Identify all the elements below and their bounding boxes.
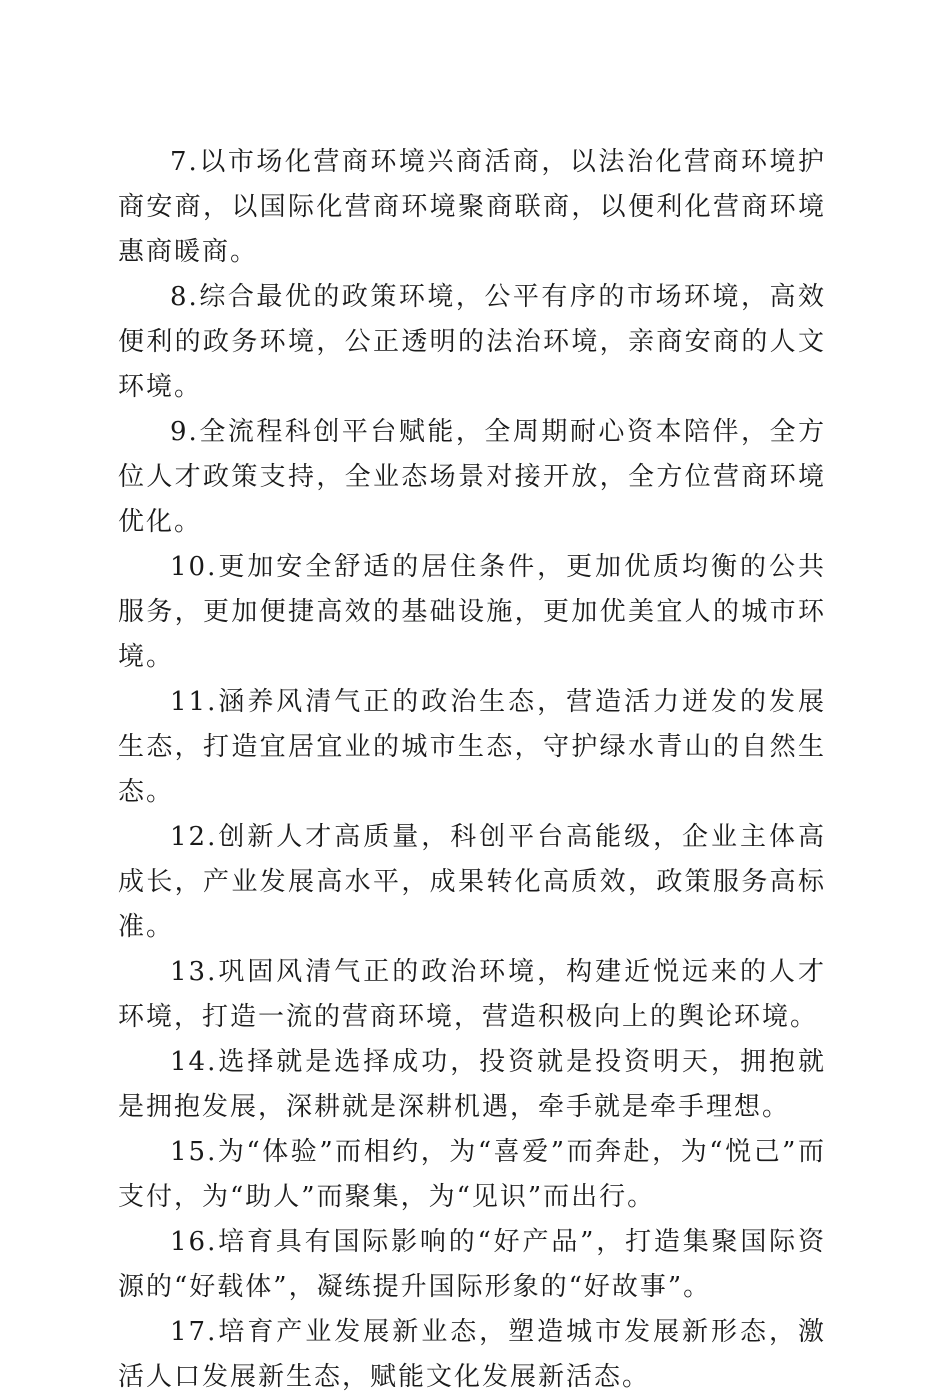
paragraph-17: 17.培育产业发展新业态，塑造城市发展新形态，激活人口发展新生态，赋能文化发展新活态。 xyxy=(118,1317,826,1392)
paragraph-10: 10.更加安全舒适的居住条件，更加优质均衡的公共服务，更加便捷高效的基础设施，更加优美宜人的城市环境。 xyxy=(118,552,826,672)
paragraph-8: 8.综合最优的政策环境，公平有序的市场环境，高效便利的政务环境，公正透明的法治环境，亲商安商的人文环境。 xyxy=(118,282,826,402)
paragraph-11: 11.涵养风清气正的政治生态，营造活力迸发的发展生态，打造宜居宜业的城市生态，守护绿水青山的自然生态。 xyxy=(118,687,826,807)
paragraph-14: 14.选择就是选择成功，投资就是投资明天，拥抱就是拥抱发展，深耕就是深耕机遇，牵手就是牵手理想。 xyxy=(118,1047,826,1122)
document-body xyxy=(118,140,826,1400)
paragraph-16: 16.培育具有国际影响的“好产品”，打造集聚国际资源的“好载体”，凝练提升国际形象的“好故事”。 xyxy=(118,1227,826,1302)
paragraph-15: 15.为“体验”而相约，为“喜爱”而奔赴，为“悦己”而支付，为“助人”而聚集，为“见识”而出行。 xyxy=(118,1137,826,1212)
paragraph-7: 7.以市场化营商环境兴商活商，以法治化营商环境护商安商，以国际化营商环境聚商联商，以便利化营商环境惠商暖商。 xyxy=(118,147,826,267)
paragraph-12: 12.创新人才高质量，科创平台高能级，企业主体高成长，产业发展高水平，成果转化高质效，政策服务高标准。 xyxy=(118,822,826,942)
paragraph-13: 13.巩固风清气正的政治环境，构建近悦远来的人才环境，打造一流的营商环境，营造积极向上的舆论环境。 xyxy=(118,957,826,1032)
paragraph-9: 9.全流程科创平台赋能，全周期耐心资本陪伴，全方位人才政策支持，全业态场景对接开放，全方位营商环境优化。 xyxy=(118,417,826,537)
